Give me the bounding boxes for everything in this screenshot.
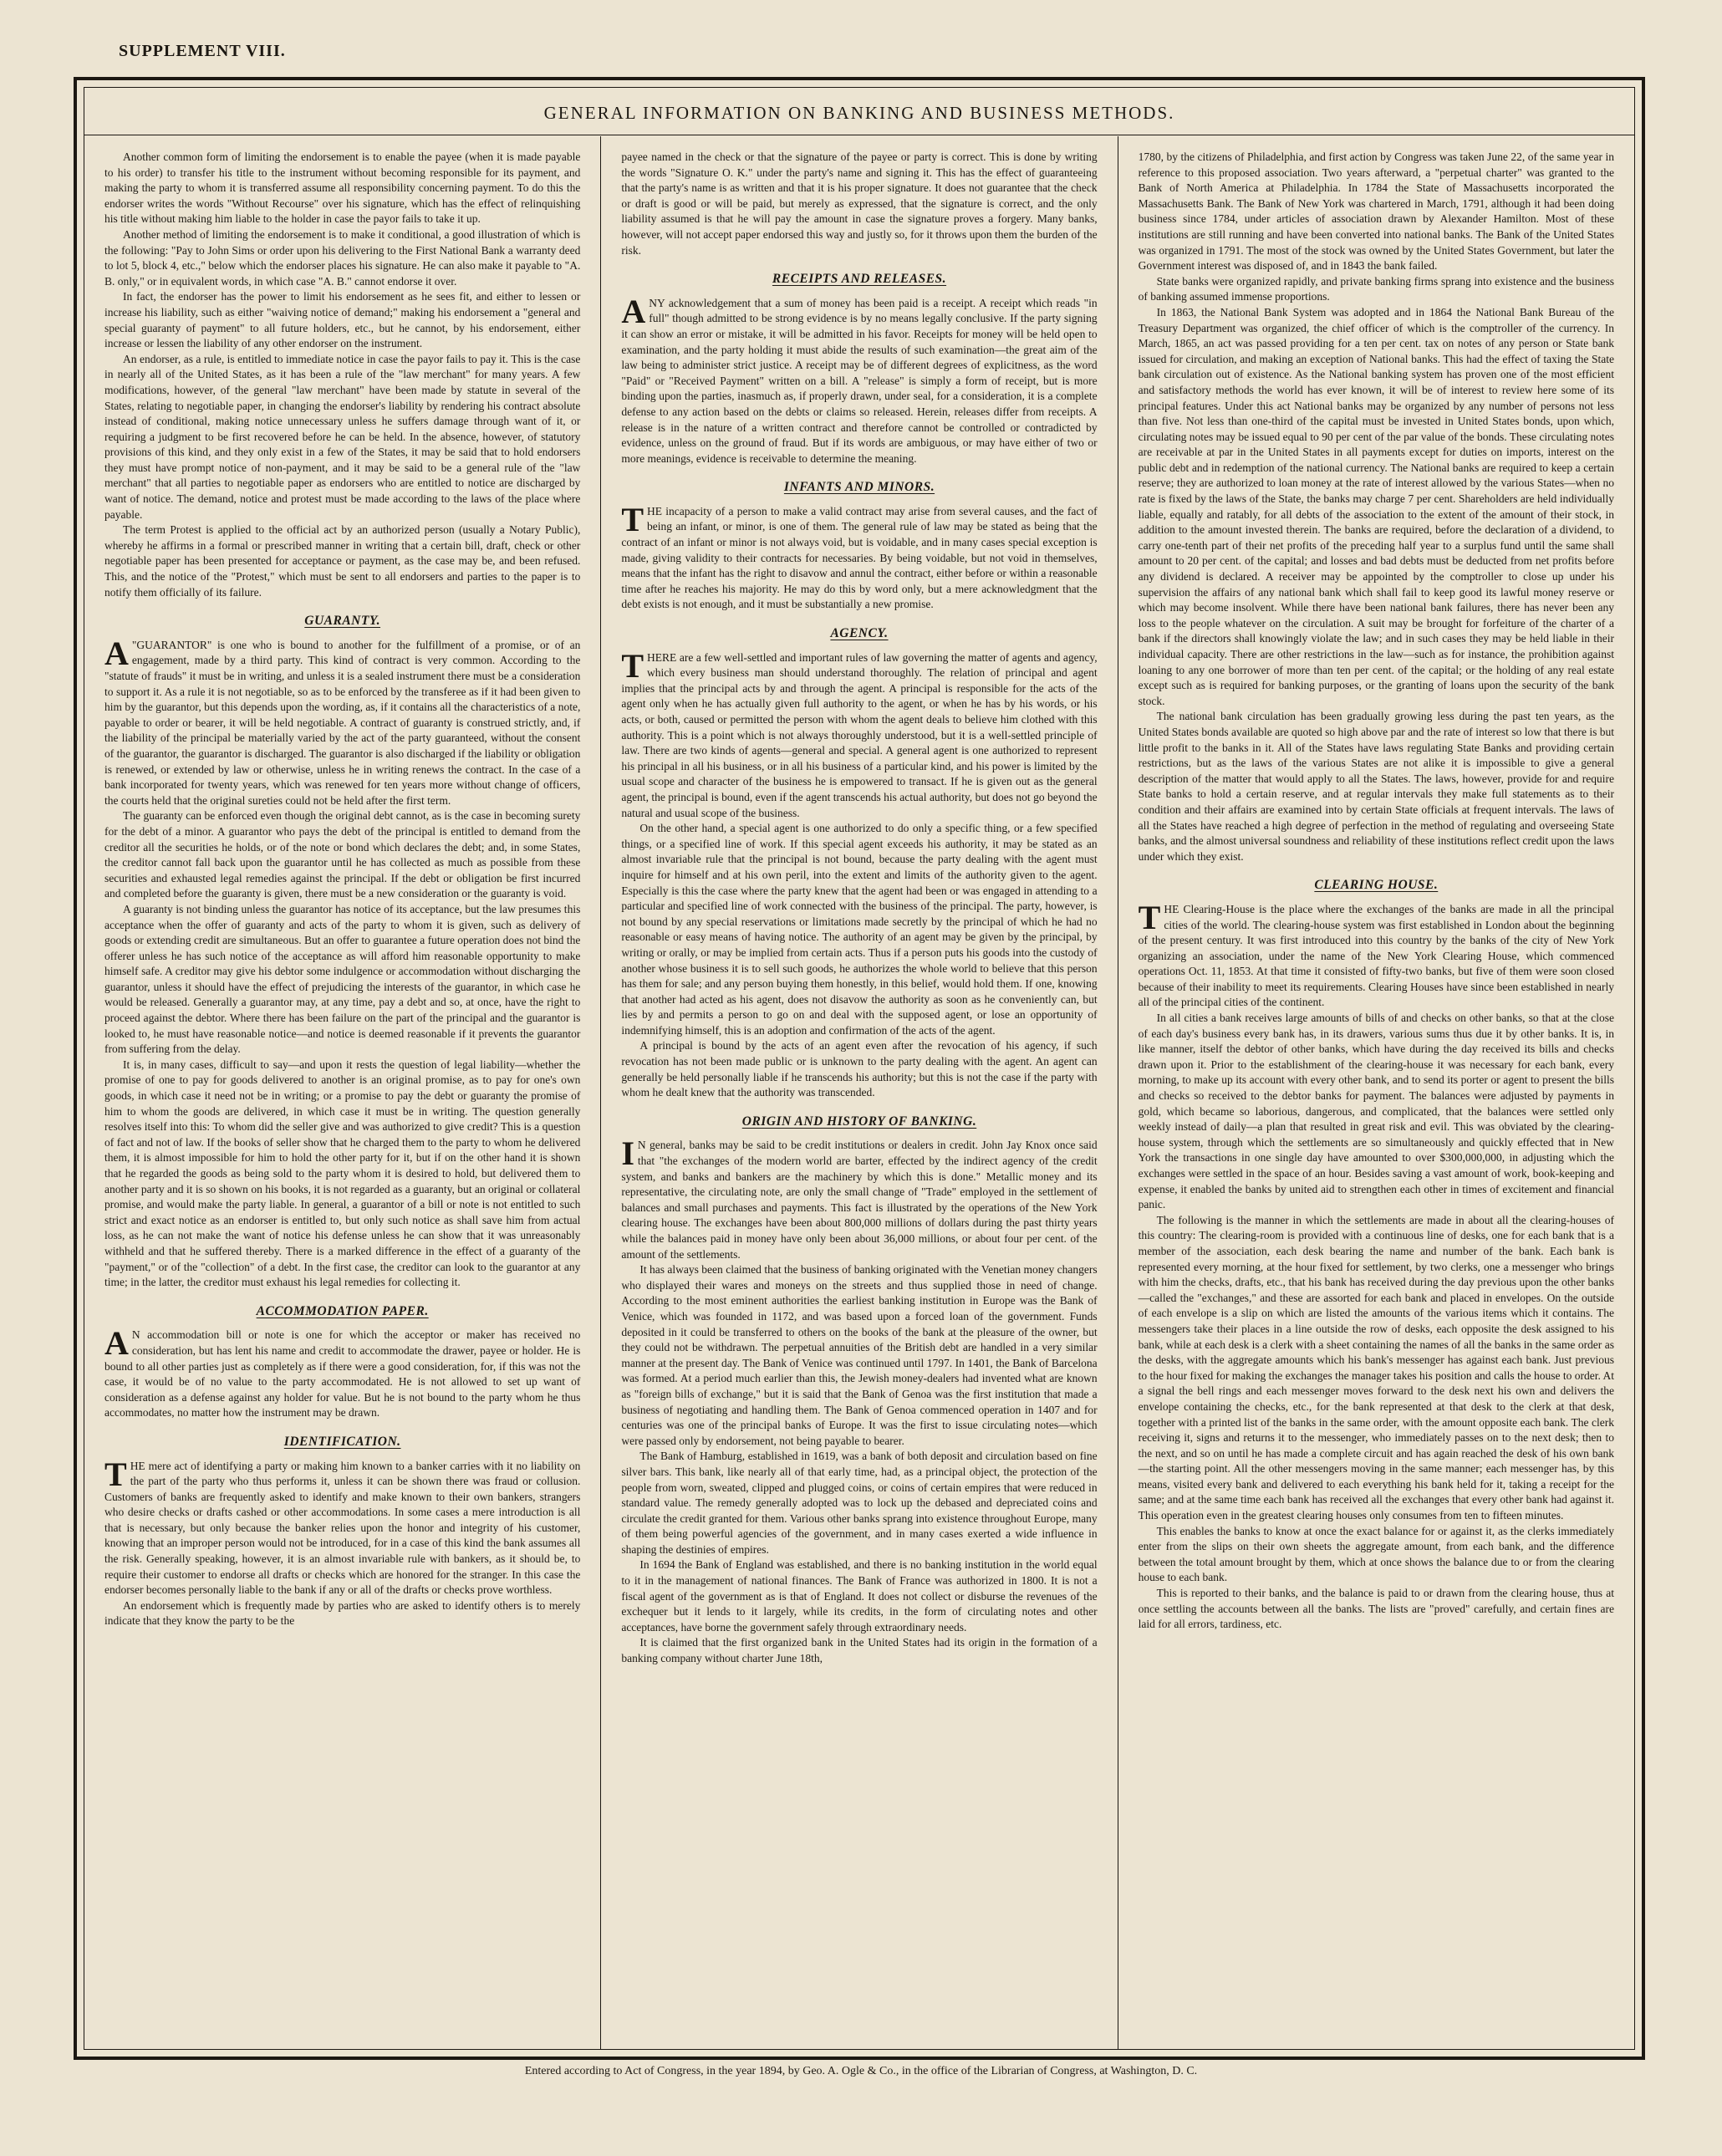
- drop-cap-initial: T: [621, 646, 644, 685]
- paragraph: [621, 1557, 1097, 1635]
- supplement-label: SUPPLEMENT VIII.: [119, 42, 286, 60]
- text-columns: [84, 136, 1634, 2049]
- drop-cap-initial: T: [621, 500, 644, 538]
- paragraph-text: HE mere act of identifying a party or making him known to a banker carries with it no liability on the part of the party who thus performs it, unless it can be shown there was fraud or collusion. Customers of banks are frequently asked to identify and make known to their own bankers, strangers who desire checks or drafts cashed or other accommodations. In some cases a mere introduction is all that is necessary, but only because the banker relies upon the honor and integrity of his customer, knowing that an improper person would not be introduced, for in a case of this kind the bank assumes all the risk. Generally speaking, however, it is an almost invariable rule with bankers, as it should be, to require their customer to endorse all drafts or checks which are honored for the stranger. In this case the endorser becomes personally liable to the bank if any or all of the drafts or checks prove worthless.: [104, 1459, 581, 1597]
- drop-cap-initial: I: [621, 1134, 634, 1173]
- paragraph-text: HERE are a few well-settled and important rules of law governing the matter of agents and agency, which every business man should understand thoroughly. The relation of principal and agent implies that the principal acts by and through the agent. A principal is responsible for the acts of the agent only when he has actually given full authority to the agent, or when he has by his words, or his acts, or both, caused or permitted the person with whom the agent deals to believe him clothed with this authority. This is a point which is not always thoroughly understood, but it is a well-settled principle of law. There are two kinds of agents—general and special. A general agent is one authorized to represent his principal in all his business, or in all his business of a particular kind, and his power is limited by the usual scope and character of the business he is empowered to transact. If he is given out as the general agent, the principal is bound, even if the agent transcends his actual authority, but does not go beyond the natural and usual scope of the business.: [621, 650, 1098, 819]
- paragraph: [104, 227, 580, 289]
- section-heading: RECEIPTS AND RELEASES.: [772, 272, 947, 287]
- section-heading: ACCOMMODATION PAPER.: [256, 1303, 429, 1318]
- inner-frame: [84, 87, 1635, 2050]
- paragraph: [621, 500, 1098, 613]
- paragraph: [104, 289, 580, 351]
- paragraph: [104, 150, 580, 227]
- paragraph-text: In fact, the endorser has the power to limit his endorsement as he sees fit, and either to lessen or increase his liability, such as either "waiving notice of demand;" making his endorsement a "general and special guaranty of payment" to all future holders, etc., but he cannot, by his endorsement, either increase or lessen the liability of any other endorser on the instrument.: [104, 290, 581, 350]
- paragraph-text: The guaranty can be enforced even though the original debt cannot, as is the case in becoming surety for the debt of a minor. A guarantor who pays the debt of the principal is entitled to demand from the creditor all the securities he holds, or of the note or bond which declares the debt; and, in some States, the creditor cannot fall back upon the guarantor until he has collected as much as possible from these securities and exhausted legal remedies against the principal. If the debt or obligation be first incurred and completed before the guaranty is given, there must be a new consideration or the guaranty is void.: [104, 809, 581, 900]
- paragraph-text: HE incapacity of a person to make a valid contract may arise from several causes, and the fact of being an infant, or minor, is one of them. The general rule of law may be stated as being that the contract of an infant or minor is not always void, but is voidable, and in many cases special exception is made, giving validity to their contracts for necessaries. By being voidable, but not void in themselves, means that the infant has the right to disavow and annul the contract, either before or within a reasonable time after he reaches his majority. He may do this by word only, but a mere acknowledgment that the debt exists is not enough, and it must be substantially a new promise.: [621, 504, 1098, 611]
- paragraph-text: 1780, by the citizens of Philadelphia, and first action by Congress was taken June 22, of the same year in reference to this proposed association. Two years afterward, a "perpetual charter" was granted to the Bank of North America at Philadelphia. In 1784 the State of Massachusetts incorporated the Massachusetts Bank. The Bank of New York was chartered in March, 1791, although it had been doing business since 1784, under articles of association drawn by Alexander Hamilton. Most of these institutions are still running and have been converted into national banks. The Bank of the United States was organized in 1791. The most of the stock was owned by the United States Government, but later the Government interest was disposed of, and in 1843 the bank failed.: [1138, 150, 1614, 273]
- paragraph-text: NY acknowledgement that a sum of money has been paid is a receipt. A receipt which reads "in full" though admitted to be strong evidence is by no means legally conclusive. If the party signing it can show an error or mistake, it will be admitted in his favor. Receipts for money will be held open to examination, and the party holding it must abide the results of such examination—the great aim of the law being to administer strict justice. A receipt may be of different degrees of explicitness, as the word "Paid" or "Received Payment" written on a bill. A "release" is simply a form of receipt, but is more binding upon the parties, inasmuch as, if properly drawn, under seal, for a consideration, it is a complete defense to any action based on the debts or claims so released. Herein, releases differ from receipts. A release is in the nature of a written contract and therefore cannot be controlled or contradicted by evidence, unless on the ground of fraud. But if its words are ambiguous, or may have either of two or more meanings, evidence is receivable to determine the meaning.: [621, 296, 1098, 465]
- paragraph-text: On the other hand, a special agent is one authorized to do only a specific thing, or a few specified things, or a specified line of work. If this special agent exceeds his authority, it may be stated as an almost invariable rule that the principal is not bound, because the party dealing with the agent must inquire for himself and at his own peril, into the extent and limits of the authority given to the agent. Especially is this the case where the party knew that the agent had been or was engaged in attending to a particular and specified line of work connected with the business of the principal. The party, however, is not bound by any special reservations or limitations made secretly by the principal of which he had no reasonable or easy means of having notice. The authority of an agent may be given by the principal, by writing or orally, or may be implied from certain acts. Thus if a person puts his goods into the custody of another whose business it is to sell such goods, he authorizes the whole world to believe that this person has them for sale; and any person buying them honestly, in this belief, would hold them. If one, knowing that another had acted as his agent, does not disavow the authority as soon as he conveniently can, but lies by and permits a person to go on and deal with the supposed agent, or lose an opportunity of indemnifying himself, this is an adoption and confirmation of the acts of the agent.: [621, 822, 1098, 1037]
- paragraph-text: The national bank circulation has been gradually growing less during the past ten years, as the United States bonds available are quoted so high above par and the rate of interest so low that there is but little profit to the banks in it. All of the States have laws regulating State Banks and providing certain restrictions, but as the laws of the various States are not alike it is impossible to give a general description of the matter that would apply to all the States. The laws, however, provide for and require State banks to hold a certain reserve, and at regular intervals they make full statements as to their condition and their affairs are examined into by certain State officials at frequent intervals. The laws of all the States have reached a high degree of perfection in the method of regulating and overseeing State banks, and the almost universal soundness and reliability of these institutions reflect credit upon the laws under which they exist.: [1138, 710, 1614, 863]
- paragraph-text: In 1863, the National Bank System was adopted and in 1864 the National Bank Bureau of the Treasury Department was organized, the chief officer of which is the comptroller of the currency. In March, 1865, an act was passed providing for a ten per cent. tax on notes of any person or State bank issued for circulation, and making an exception of National banks. This had the effect of taxing the State bank circulation out of existence. As the National banking system has proven one of the most efficient and satisfactory methods the world has ever known, it will be of interest to review here some of its principal features. Under this act National banks may be organized by any number of persons not less than five. Not less than one-third of the capital must be invested in United States bonds, upon which, circulating notes may be issued equal to 90 per cent of the par value of the bonds. These circulating notes are receivable at par in the United States in all payments except for duties on imports, interest on the public debt and in redemption of the national currency. The National banks are required to keep a certain reserve; they are authorized to loan money at the rate of interest allowed by the various States—when no rate is fixed by the laws of the State, the banks may charge 7 per cent. Shareholders are held individually liable, equally and ratably, for all debts of the association to the extent of the amount of their stock, in addition to the amount invested therein. The banks are required, before the declaration of a dividend, to carry one-tenth part of their net profits of the preceding half year to a surplus fund until the same shall amount to 20 per cent. of the capital; and losses and bad debts must be deducted from net profits before any dividend is declared. A receiver may be appointed by the comptroller to close up under his supervision the affairs of any national bank which shall fail to keep good its lawful money reserve or which may become insolvent. While there have been national bank failures, there has never been any loss to the people whatever on the circulation. A suit may be brought for forfeiture of the charter of a bank if the directors shall knowingly violate the law; and in such cases they may be held liable in their individual capacity. There are other restrictions in the law—such as for instance, the prohibition against loaning to any one borrower of more than ten per cent. of the capital; or the holding of any real estate except such as is required for banking purposes, or the granting of loans upon the security of the bank stock.: [1138, 305, 1614, 707]
- paragraph: [1139, 274, 1614, 305]
- paragraph: [621, 821, 1097, 1038]
- section-heading: AGENCY.: [830, 626, 889, 641]
- paragraph-text: It is, in many cases, difficult to say—and upon it rests the question of legal liability—whether the promise of one to pay for goods delivered to another is an original promise, as to pay for one's own goods, in which case it need not be in writing; or a promise to pay the debt or guaranty the promise of him to whom the goods are delivered, in which case it must be in writing. The question generally resolves itself into this: To whom did the seller give and was authorized to give credit? This is a question of fact and not of law. If the books of seller show that he charged them to the party to whom he delivered them, it is almost impossible for him to hold the other party for it, but if on the other hand it is shown that he regarded the goods as being sold to the party whom it is desired to hold, but delivered them to another party and it is so shown on his books, it is not regarded as a guaranty, but an original or collateral promise, and would make the party liable. In general, a guarantor of a bill or note is not entitled to such strict and exact notice as an endorser is entitled to, but only such notice as shall save him from actual loss, as he can not make the want of notice his defense unless he can show that it was unreasonably withheld and that he suffered thereby. There is a marked difference in the effect of a guaranty of the "payment," or of the "collection" of a debt. In the first case, the creditor can look to the guarantor at any time; in the latter, the creditor must exhaust his legal remedies for collecting it.: [104, 1058, 581, 1289]
- paragraph-text: HE Clearing-House is the place where the exchanges of the banks are made in all the principal cities of the world. The clearing-house system was first established in London about the beginning of the present century. It was first introduced into this country by the banks of the city of New York organizing an association, under the name of the New York Clearing House, which commenced operations Oct. 11, 1853. At that time it consisted of fifty-two banks, but five of them were soon closed because of their inability to meet its requirements. Clearing Houses have since been established in nearly all of the principal cities of the continent.: [1138, 902, 1614, 1009]
- drop-cap-initial: A: [104, 634, 129, 672]
- paragraph: [621, 646, 1098, 822]
- paragraph: [621, 292, 1098, 467]
- paragraph-text: Another common form of limiting the endorsement is to enable the payee (when it is made payable to his order) to transfer his title to the instrument without becoming responsible for its payment, and making the party to whom it is transferred assume all responsibility concerning payment. To do this the endorser writes the words "Without Recourse" over his signature, which has the effect of relinquishing his title without making him liable to the holder in case the payor fails to take it up.: [104, 150, 581, 226]
- paragraph-text: In 1694 the Bank of England was established, and there is no banking institution in the world equal to it in the management of national finances. The Bank of France was authorized in 1800. It is not a fiscal agent of the government as is that of England. It does not collect or disburse the revenues of the exchequer but it lends to it largely, while its credits, in the form of circulating notes and other acceptances, have borne the government safely through extraordinary needs.: [621, 1558, 1098, 1634]
- page-frame: [74, 77, 1645, 2060]
- paragraph-text: A guaranty is not binding unless the guarantor has notice of its acceptance, but the law presumes this acceptance when the offer of guaranty and acts of the party to whom it is given, such as delivery of goods or extending credit are simultaneous. But an offer to guarantee a future operation does not bind the offerer unless he has such notice of the acceptance as will afford him reasonable opportunity to make himself safe. A creditor may give his debtor some indulgence or accommodation without discharging the guarantor, unless it should have the effect of prejudicing the interests of the guarantor, in which case he would be released. Generally a guarantor may, at any time, pay a debt and so, at once, have the right to proceed against the debtor. Where there has been failure on the part of the principal and the guarantor is looked to, he must have reasonable notice—and notice is deemed reasonable if it prevents the guarantor from suffering from the delay.: [104, 902, 581, 1056]
- paragraph: [104, 352, 580, 523]
- paragraph: [1139, 1524, 1614, 1586]
- paragraph: [104, 1324, 581, 1421]
- paragraph: [1139, 150, 1614, 274]
- paragraph-text: State banks were organized rapidly, and private banking firms sprang into existence and the business of banking assumed immense proportions.: [1138, 274, 1614, 303]
- drop-cap-initial: T: [104, 1455, 127, 1493]
- paragraph: [621, 1134, 1098, 1262]
- column-right: [1118, 136, 1634, 2049]
- paragraph-text: payee named in the check or that the signature of the payee or party is correct. This is done by writing the words "Signature O. K." under the party's name and signing it. This has the effect of guaranteeing that the party's name is as written and that it is his proper signature. It does not guarantee that the check or draft is good or will be paid, but merely as expressed, that the signature is correct, and the only liability assumed is that he will pay the amount in case the signature proves a forgery. Many banks, however, will not accept paper endorsed this way and justly so, for it throws upon them the burden of the risk.: [621, 150, 1098, 257]
- paragraph-text: An endorser, as a rule, is entitled to immediate notice in case the payor fails to pay it. This is the case in nearly all of the United States, as it has been a rule of the "law merchant" for many years. A few modifications, however, of the general "law merchant" have been made by statute in several of the States, relating to negotiable paper, in changing the endorser's liability by rendering his contract absolute instead of conditional, making notice unnecessary unless he suffers damage through want of it, or requiring a judgment to be first recovered before he can be held. In the absence, however, of statutory provisions of this kind, and they only exist in a few of the States, it may be said that to hold endorsers they must have prompt notice of non-payment, and it may be said to be a general rule of the "law merchant" that all parties to negotiable paper as endorsers who are entitled to notice are discharged by want of notice. The demand, notice and protest must be made according to the laws of the place where payable.: [104, 352, 581, 521]
- paragraph-text: In all cities a bank receives large amounts of bills of and checks on other banks, so that at the close of each day's business every bank has, in its drawers, various sums thus due it by other banks. It is, in like manner, itself the debtor of other banks, which have during the day received its bills and checks drawn upon it. Prior to the establishment of the clearing-house it was necessary for each bank, every morning, to make up its account with every other bank, and to send its porter or agent to present the bills and checks so received to the debtor banks for payment. The balances were adjusted by payments in gold, which became so laborious, dangerous, and complicated, that the balances were settled only weekly instead of daily—a plan that resulted in great risk and evil. This was obviated by the clearing-house system, through which the settlements are so simultaneously and quickly effected that in New York the transactions in one single day have amounted to over $300,000,000, in adjusting which the exchanges were settled in the space of an hour. Besides saving a vast amount of work, book-keeping and expense, it enabled the banks by united aid to strengthen each other in times of excitement and financial panic.: [1138, 1012, 1614, 1211]
- section-heading: INFANTS AND MINORS.: [783, 480, 935, 495]
- section-heading: CLEARING HOUSE.: [1314, 878, 1439, 893]
- section-heading: IDENTIFICATION.: [283, 1434, 401, 1449]
- paragraph: [1139, 1011, 1614, 1213]
- paragraph-text: A principal is bound by the acts of an agent even after the revocation of his agency, if such revocation has not been made public or is unknown to the party dealing with the agent. An agent can generally be held personally liable if he transcends his authority; but this is not the case if the party with whom he dealt knew that the authority was transcended.: [621, 1039, 1098, 1099]
- paragraph-text: The Bank of Hamburg, established in 1619, was a bank of both deposit and circulation based on fine silver bars. This bank, like nearly all of that early time, had, as a principal object, the protection of the people from worn, sweated, clipped and plugged coins, or coins of certain empires that were reduced in standard value. The remedy generally adopted was to lock up the debased and depreciated coins and circulate the credit granted for them. Various other banks sprang into existence throughout Europe, many of them being powerful agencies of the government, and in many cases exerted a wide influence in shaping the destinies of empires.: [621, 1450, 1098, 1556]
- paragraph: [104, 808, 580, 902]
- paragraph-text: "GUARANTOR" is one who is bound to another for the fulfillment of a promise, or of an engagement, made by a third party. This kind of contract is very common. According to the "statute of frauds" it must be in writing, and unless it is a sealed instrument there must be a consideration to support it. As a rule it is not negotiable, so as to be enforced by the transferee as if it had been given to him by the guarantor, but this depends upon the wording, as, if it contains all the characteristics of a note, payable to order or bearer, it will be held negotiable. A contract of guaranty is construed strictly, and, if the liability of the principal be materially varied by the act of the party guaranteed, without the consent of the guarantor, the guarantor is discharged. The guarantor is also discharged if the liability or obligation is renewed, or extended by law or otherwise, unless he in writing renews the contract. In the case of a bank incorporated for twenty years, which was renewed for ten years more without change of officers, the courts held that the original sureties could not be held after the first term.: [104, 638, 581, 807]
- paragraph: [1139, 1213, 1614, 1524]
- paragraph-text: It is claimed that the first organized bank in the United States had its origin in the formation of a banking company without charter June 18th,: [621, 1636, 1098, 1665]
- section-heading: GUARANTY.: [304, 614, 381, 629]
- drop-cap-initial: A: [104, 1324, 129, 1363]
- paragraph: [104, 634, 581, 809]
- column-middle: [600, 136, 1117, 2049]
- paragraph-text: Another method of limiting the endorsement is to make it conditional, a good illustration of which is the following: "Pay to John Sims or order upon his delivering to the First National Bank a warranty deed to lot 5, block 4, etc.," below which the endorser places his signature. He can also make it payable to "A. B. only," or in equivalent words, in which case "A. B." cannot endorse it over.: [104, 227, 581, 288]
- paragraph-text: N accommodation bill or note is one for which the acceptor or maker has received no consideration, but has lent his name and credit to accommodate the drawer, payee or holder. He is bound to all other parties just as completely as if there were a good consideration, for, if this was not the case, it would be of no value to the party accommodated. He is not allowed to set up want of consideration as a defense against any holder for value. But he is not bound to the party whom he thus accommodates, no matter how the instrument may be drawn.: [104, 1328, 581, 1419]
- paragraph-text: N general, banks may be said to be credit institutions or dealers in credit. John Jay Knox once said that "the exchanges of the modern world are barter, effected by the indirect agency of the credit system, and banks and bankers are the machinery by which this is done." Metallic money and its representative, the circulating note, are only the small change of "Trade" employed in the settlement of balances and small purchases and payments. This fact is illustrated by the operations of the New York clearing house. The exchanges have been about 800,000 millions of dollars during the past thirty years while the balances paid in money have only been about 36,000 millions, or about four per cent. of the amount of the settlements.: [621, 1139, 1098, 1261]
- paragraph: [104, 902, 580, 1058]
- paragraph-text: An endorsement which is frequently made by parties who are asked to identify others is to merely indicate that they know the party to be the: [104, 1598, 581, 1628]
- paragraph: [621, 1038, 1097, 1100]
- paragraph-text: It has always been claimed that the business of banking originated with the Venetian money changers who displayed their wares and moneys on the streets and thus supplied those in need of change. According to the most eminent authorities the earliest banking institution in Europe was the Bank of Venice, which was founded in 1172, and was based upon a forced loan of the government. Funds deposited in it could be transferred to others on the books of the bank at the pleasure of the owner, but they could not be withdrawn. The perpetual annuities of the British debt are handled in a very similar manner at the present day. The Bank of Venice was continued until 1797. In 1401, the Bank of Barcelona was formed. At a period much earlier than this, the Jewish money-dealers had invented what are known as "foreign bills of exchange," but it is said that the Bank of Genoa was the first institution that made a business of negotiating and handling them. The Bank of Genoa commenced operation in 1407 and for centuries was one of the principal banks of Europe. It was the first to issue circulating notes—which were passed only by endorsement, not being payable to bearer.: [621, 1263, 1098, 1447]
- paragraph: [621, 1262, 1097, 1449]
- paragraph: [621, 1449, 1097, 1557]
- copyright-footer: Entered according to Act of Congress, in the year 1894, by Geo. A. Ogle & Co., in the office of the Librarian of Congress, at Washington, D. C.: [524, 2065, 1198, 2077]
- paragraph: [1139, 709, 1614, 864]
- paragraph: [104, 1455, 581, 1598]
- paragraph: [1138, 898, 1614, 1011]
- paragraph: [1139, 1586, 1614, 1633]
- paragraph: [1139, 305, 1614, 709]
- paragraph: [104, 1598, 580, 1629]
- paragraph: [621, 1635, 1097, 1666]
- paragraph: [104, 1058, 580, 1291]
- paragraph-text: This is reported to their banks, and the balance is paid to or drawn from the clearing house, thus at once settling the accounts between all the banks. The lists are "proved" carefully, and certain fines are laid for all errors, tardiness, etc.: [1138, 1587, 1614, 1631]
- paragraph-text: The following is the manner in which the settlements are made in about all the clearing-houses of this country: The clearing-room is provided with a continuous line of desks, one for each bank that is a member of the association, each desk bearing the name and number of the bank. Each bank is represented every morning, at the hour fixed for settlement, by two clerks, one a messenger who brings with him the checks, drafts, etc., that his bank has received during the day previous upon the other banks—called the "exchanges," and these are assorted for each bank and placed in envelopes. On the outside of each envelope is a slip on which are listed the amounts of the various items which it contains. The messengers take their places in a line outside the row of desks, each opposite the desk assigned to his bank, while at each desk is a clerk with a sheet containing the names of all the banks in the same order as the desks, with the aggregate amounts which his bank's messenger has against each bank. Just previous to the hour fixed for making the exchanges the manager takes his position and calls the house to order. At a signal the bell rings and each messenger moves forward to the desk next his own and delivers the envelope containing the checks, etc., for the bank represented at that desk to the clerk at that desk, together with a printed list of the banks in the same order, with the amount opposite each bank. The clerk receiving it, signs and returns it to the messenger, who immediately passes on to the next desk; then to the next, and so on until he has made a complete circuit and has again reached the desk of his own bank—the starting point. All the other messengers moving in the same manner; each messenger has, by this means, visited every bank and delivered to each everything his bank held for it, taking a receipt for the same; and at the same time each bank has received all the exchanges that every other bank had against it. This operation even in the greatest clearing houses only consumes from ten to fifteen minutes.: [1138, 1213, 1614, 1522]
- column-left: [84, 136, 600, 2049]
- paragraph: [621, 150, 1097, 258]
- paragraph-text: This enables the banks to know at once the exact balance for or against it, as the clerks immediately enter from the slips on their own sheets the aggregate amount, from each bank, and the difference between the total amount brought by them, which at once shows the balance due to or from the clearing house to each bank.: [1138, 1524, 1614, 1584]
- drop-cap-initial: T: [1138, 898, 1161, 936]
- section-heading: ORIGIN AND HISTORY OF BANKING.: [741, 1114, 977, 1129]
- page-title: GENERAL INFORMATION ON BANKING AND BUSINESS METHODS.: [543, 103, 1175, 123]
- drop-cap-initial: A: [621, 292, 646, 330]
- paragraph: [104, 522, 580, 600]
- paragraph-text: The term Protest is applied to the official act by an authorized person (usually a Notary Public), whereby he affirms in a formal or prescribed manner in writing that a certain bill, draft, check or other negotiable paper has been presented for acceptance or payment, as the case may be, and been refused. This, and the notice of the "Protest," which must be sent to all endorsers and parties to the paper is to notify them officially of its failure.: [104, 523, 581, 599]
